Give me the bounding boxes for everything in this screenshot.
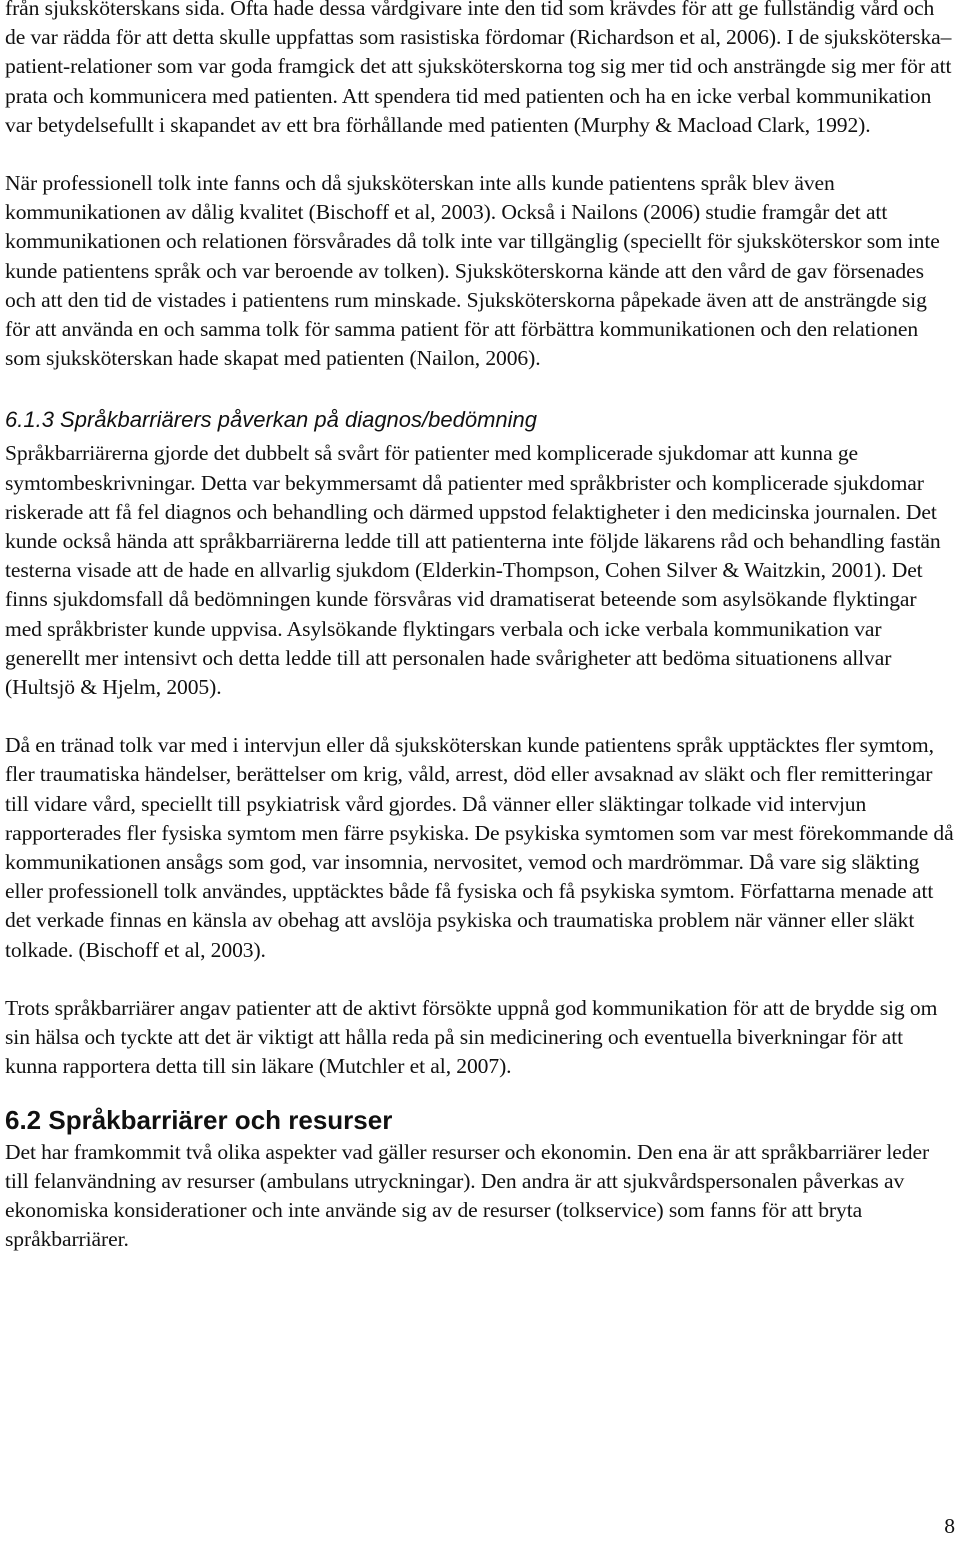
- paragraph-trained-interpreter: Då en tränad tolk var med i intervjun eller då sjuksköterskan kunde patientens språk upptäcktes fler symtom, fler traumatiska händelser, berättelser om krig, våld, arrest, död eller avsaknad av släkt och fler remitteringar till vidare vård, speciellt till psykiatrisk vård gjordes. Då vänner eller släktingar tolkade vid intervjun rapporterades fler fysiska symtom men färre psykiska. De psykiska symtomen som var mest förekommande då kommunikationen ansågs som god, var insomnia, nervositet, vemod och mardrömmar. Då vare sig släkting eller professionell tolk användes, upptäcktes både få fysiska och få psykiska symtom. Författarna menade att det verkade finnas en känsla av obehag att avslöja psykiska och traumatiska problem när vänner eller släkt tolkade. (Bischoff et al, 2003).: [5, 733, 954, 962]
- paragraph-communication-time: från sjuksköterskans sida. Ofta hade dessa vårdgivare inte den tid som krävdes för att ge fullständig vård och de var rädda för att detta skulle uppfattas som rasistiska fördomar (Richardson et al, 2006). I de sjuksköterska–patient-relationer som var goda framgick det att sjuksköterskorna tog sig mer tid och ansträngde sig mer för att prata och kommunicera med patienten. Att spendera tid med patienten och ha en icke verbal kommunikation var betydelsefullt i skapandet av ett bra förhållande med patienten (Murphy & Macload Clark, 1992).: [5, 0, 952, 137]
- document-page: [5, 0, 955, 1254]
- paragraph-resources: Det har framkommit två olika aspekter vad gäller resurser och ekonomin. Den ena är att språkbarriärer leder till felanvändning av resurser (ambulans utryckningar). Den andra är att sjukvårdspersonalen påverkas av ekonomiska konsiderationer och inte använde sig av de resurser (tolkservice) som fanns för att bryta språkbarriärer.: [5, 1139, 930, 1252]
- page-number: 8: [944, 1514, 955, 1538]
- paragraph-patient-effort: Trots språkbarriärer angav patienter att de aktivt försökte uppnå god kommunikation för att de brydde sig om sin hälsa och tyckte att det är viktigt att hålla reda på sin medicinering och eventuella biverkningar för att kunna rapportera detta till sin läkare (Mutchler et al, 2007).: [5, 995, 938, 1079]
- section-heading-6-1-3: 6.1.3 Språkbarriärers påverkan på diagnos/bedömning: [5, 407, 537, 433]
- section-heading-6-2: 6.2 Språkbarriärer och resurser: [5, 1104, 393, 1135]
- paragraph-interpreter-absence: När professionell tolk inte fanns och då sjuksköterskan inte alls kunde patientens språk blev även kommunikationen av dålig kvalitet (Bischoff et al, 2003). Också i Nailons (2006) studie framgår det att kommunikationen och relationen försvårades då tolk inte var tillgänglig (speciellt för sjuksköterskor som inte kunde patientens språk och var beroende av tolken). Sjuksköterskorna kände att den vård de gav försenades och att den tid de vistades i patientens rum minskade. Sjuksköterskorna påpekade även att de ansträngde sig för att använda en och samma tolk för samma patient för att förbättra kommunikationen och den relationen som sjuksköterskan hade skapat med patienten (Nailon, 2006).: [5, 171, 940, 371]
- paragraph-diagnosis-impact: Språkbarriärerna gjorde det dubbelt så svårt för patienter med komplicerade sjukdomar att kunna ge symtombeskrivningar. Detta var bekymmersamt då patienter med språkbrister och komplicerade sjukdomar riskerade att få fel diagnos och behandling och därmed uppstod felaktigheter i den medicinska journalen. Det kunde också hända att språkbarriärerna ledde till att patienterna inte följde läkarens råd och behandling fastän testerna visade att de hade en allvarlig sjukdom (Elderkin-Thompson, Cohen Silver & Waitzkin, 2001). Det finns sjukdomsfall då bedömningen kunde försvåras vid dramatiserat beteende som asylsökande flyktingar med språkbrister kunde uppvisa. Asylsökande flyktingars verbala och icke verbala kommunikation var generellt mer intensivt och detta ledde till att personalen hade svårigheter att bedöma situationens allvar (Hultsjö & Hjelm, 2005).: [5, 441, 941, 700]
